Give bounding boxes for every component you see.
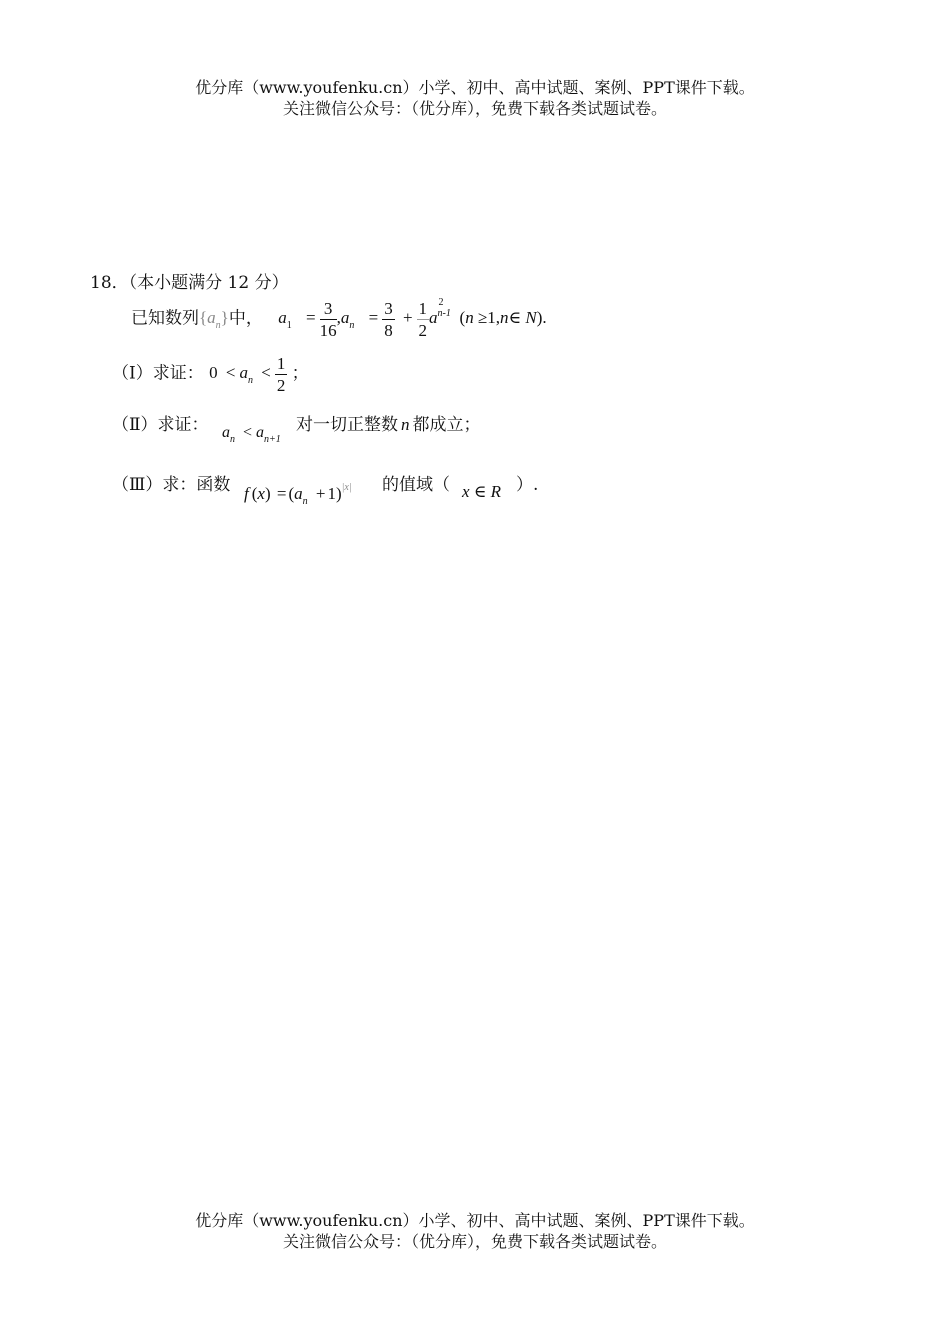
- part-2-text: 对一切正整数 n 都成立；: [296, 415, 481, 435]
- formula-a1: $a_1$ = $\frac{3}{16}$ $,a_n$ = $\frac{3}{8}$ + $\frac{1}{2}$ a 2 n-1 (n ≥1,n∈ N).: [278, 296, 547, 340]
- part-3-label: （Ⅲ）求：函数: [112, 475, 231, 495]
- header-line-1: 优分库（www.youfenku.cn）小学、初中、高中试题、案例、PPT课件下载。: [195, 78, 755, 97]
- part-2-formula: $a_n < a_{n+1}$: [222, 424, 281, 445]
- page-header: [0, 77, 950, 119]
- footer-line-1: 优分库（www.youfenku.cn）小学、初中、高中试题、案例、PPT课件下载。: [195, 1211, 755, 1230]
- part-1-formula: $0 < a_n$ < $\frac{1}{2}$: [209, 354, 286, 395]
- score-note: （本小题满分 12 分）: [128, 273, 289, 293]
- part-3-end: ）.: [516, 475, 539, 495]
- header-line-2: 关注微信公众号：（优分库），免费下载各类试题试卷。: [282, 99, 667, 118]
- part-3: [112, 468, 572, 508]
- part-2: [112, 410, 632, 450]
- part-1-end: ；: [291, 363, 309, 384]
- part-3-domain: x ∈ R: [462, 482, 502, 501]
- page-footer: [0, 1210, 950, 1252]
- footer-line-2: 关注微信公众号：（优分库），免费下载各类试题试卷。: [282, 1232, 667, 1251]
- given-mid: 中，: [228, 308, 263, 329]
- problem-number: 18．: [90, 273, 129, 293]
- part-1-label: （Ⅰ）求证：: [112, 363, 204, 384]
- part-1: [112, 355, 309, 394]
- given-statement: [131, 296, 547, 340]
- part-3-text: 的值域（: [382, 475, 450, 495]
- part-2-label: （Ⅱ）求证：: [112, 415, 209, 435]
- part-3-formula: f $(x) = (a_n + 1)^{|x|}$: [244, 482, 352, 507]
- problem-title: [90, 268, 289, 293]
- sequence-notation: $\{a_n\}$: [199, 308, 229, 332]
- given-prefix: 已知数列: [131, 308, 199, 329]
